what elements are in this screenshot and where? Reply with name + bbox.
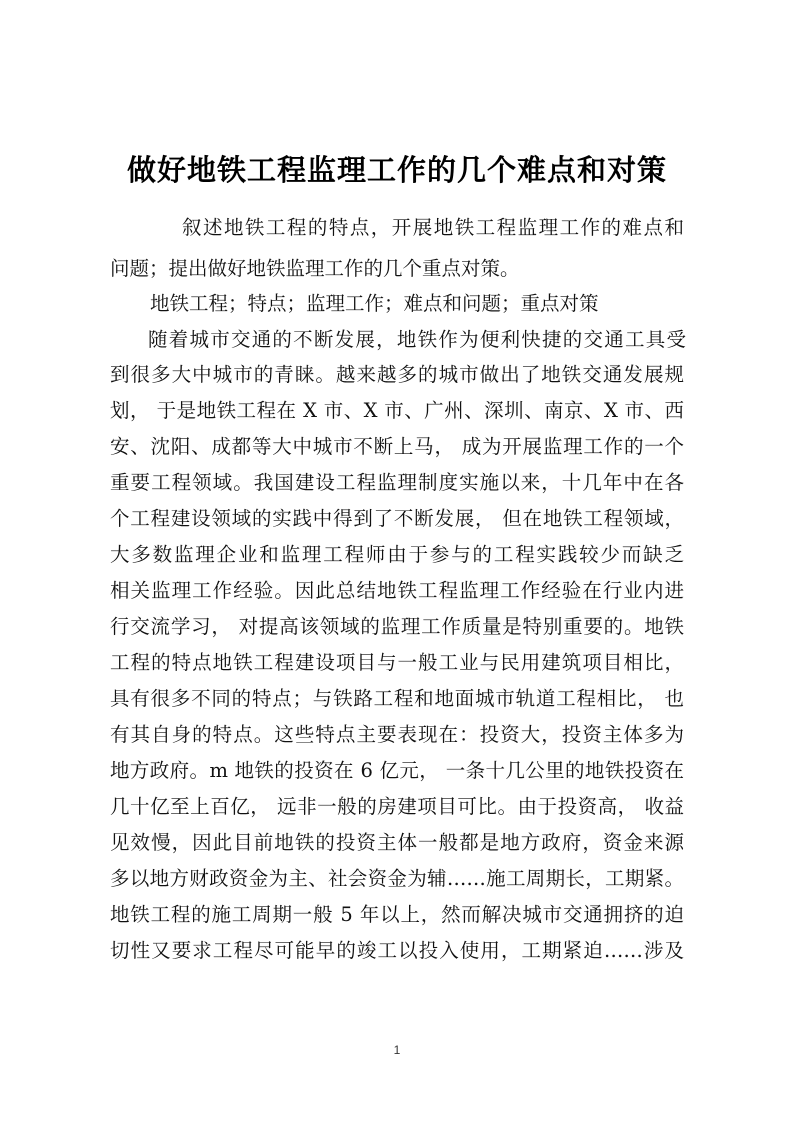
body-line: 到很多大中城市的青睐。越来越多的城市做出了地铁交通发展规: [110, 363, 684, 386]
body-line: 工程的特点地铁工程建设项目与一般工业与民用建筑项目相比，: [110, 651, 684, 674]
body-line: 大多数监理企业和监理工程师由于参与的工程实践较少而缺乏: [110, 543, 684, 566]
abstract-line: 问题；提出做好地铁监理工作的几个重点对策。: [110, 257, 520, 280]
body-line: 具有很多不同的特点；与铁路工程和地面城市轨道工程相比， 也: [110, 687, 684, 710]
body-line: 个工程建设领域的实践中得到了不断发展， 但在地铁工程领域，: [110, 507, 684, 530]
abstract-line: 叙述地铁工程的特点，开展地铁工程监理工作的难点和: [182, 216, 684, 239]
body-line: 随着城市交通的不断发展，地铁作为便利快捷的交通工具受: [148, 328, 686, 351]
body-line: 地方政府。m 地铁的投资在 6 亿元， 一条十几公里的地铁投资在: [110, 759, 684, 782]
body-line: 有其自身的特点。这些特点主要表现在：投资大，投资主体多为: [110, 723, 684, 746]
page-number: 1: [393, 1043, 401, 1057]
body-line: 安、沈阳、成都等大中城市不断上马， 成为开展监理工作的一个: [110, 435, 684, 458]
body-line: 划， 于是地铁工程在 X 市、X 市、广州、深圳、南京、X 市、西: [110, 399, 684, 422]
body-line: 几十亿至上百亿， 远非一般的房建项目可比。由于投资高， 收益: [110, 795, 684, 818]
body-line: 见效慢，因此目前地铁的投资主体一般都是地方政府，资金来源: [110, 831, 684, 854]
keywords-line: 地铁工程；特点；监理工作；难点和问题；重点对策: [150, 292, 599, 315]
body-line: 重要工程领域。我国建设工程监理制度实施以来，十几年中在各: [110, 471, 684, 494]
body-line: 多以地方财政资金为主、社会资金为辅……施工周期长，工期紧。: [110, 867, 684, 890]
body-line: 切性又要求工程尽可能早的竣工以投入使用，工期紧迫……涉及: [110, 939, 684, 962]
body-line: 行交流学习， 对提高该领域的监理工作质量是特别重要的。地铁: [110, 615, 684, 638]
document-title: 做好地铁工程监理工作的几个难点和对策: [126, 153, 667, 187]
body-line: 相关监理工作经验。因此总结地铁工程监理工作经验在行业内进: [110, 579, 684, 602]
body-line: 地铁工程的施工周期一般 5 年以上，然而解决城市交通拥挤的迫: [110, 903, 684, 926]
